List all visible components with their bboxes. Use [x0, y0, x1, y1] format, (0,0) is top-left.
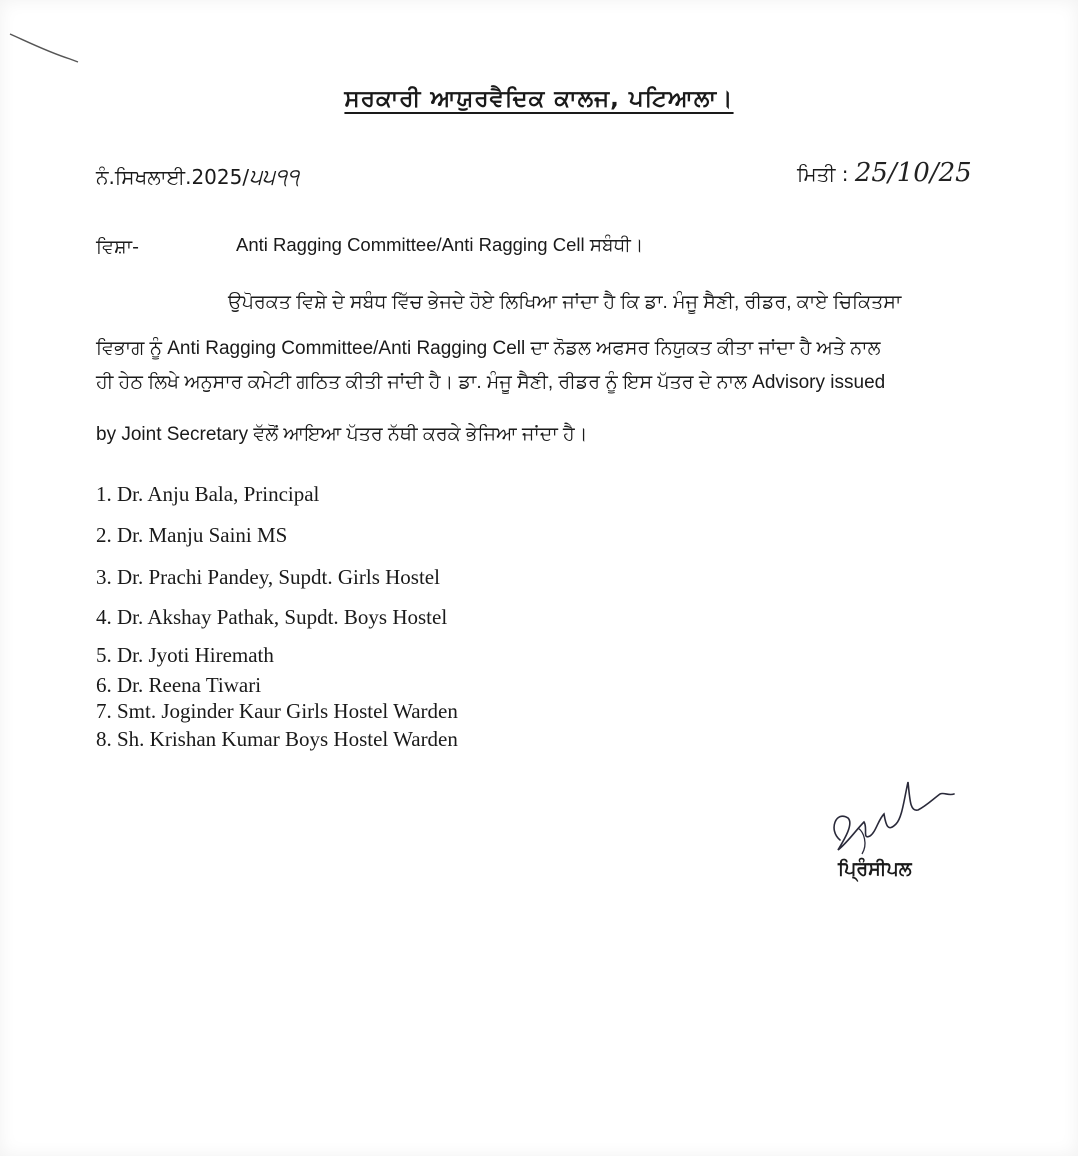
subject-label: ਵਿਸ਼ਾ-	[96, 236, 139, 258]
signatory-title: ਪ੍ਰਿੰਸੀਪਲ	[838, 858, 912, 880]
letter-date	[797, 158, 972, 188]
body-line-4: by Joint Secretary ਵੱਲੋਂ ਆਇਆ ਪੱਤਰ ਨੱਥੀ ਕਰਕੇ ਭੇਜਿਆ ਜਾਂਦਾ ਹੈ।	[96, 424, 588, 445]
college-header	[0, 86, 1078, 112]
committee-member: 4. Dr. Akshay Pathak, Supdt. Boys Hostel	[96, 605, 448, 629]
reference-prefix: ਨੰ.ਸਿਖਲਾਈ.2025/	[96, 165, 250, 189]
committee-member: 7. Smt. Joginder Kaur Girls Hostel Warden	[96, 699, 458, 723]
reference-number	[96, 165, 299, 190]
committee-member: 1. Dr. Anju Bala, Principal	[96, 482, 320, 506]
college-name: ਸਰਕਾਰੀ ਆਯੁਰਵੈਦਿਕ ਕਾਲਜ, ਪਟਿਆਲਾ।	[344, 86, 734, 112]
committee-member: 2. Dr. Manju Saini MS	[96, 523, 288, 547]
body-line-2: ਵਿਭਾਗ ਨੂੰ Anti Ragging Committee/Anti Ragging Cell ਦਾ ਨੋਡਲ ਅਫਸਰ ਨਿਯੁਕਤ ਕੀਤਾ ਜਾਂਦਾ ਹੈ ਅਤੇ ਨਾਲ	[96, 338, 881, 359]
body-line-1: ਉਪੋਰਕਤ ਵਿਸ਼ੇ ਦੇ ਸਬੰਧ ਵਿੱਚ ਭੇਜਦੇ ਹੋਏ ਲਿਖਿਆ ਜਾਂਦਾ ਹੈ ਕਿ ਡਾ. ਮੰਜੂ ਸੈਣੀ, ਰੀਡਰ, ਕਾਏ ਚਿਕਿਤਸਾ	[228, 292, 902, 313]
pen-stroke-mark	[8, 26, 80, 66]
committee-member: 6. Dr. Reena Tiwari	[96, 673, 262, 697]
reference-handwritten-number: ੫੫੧੧	[249, 165, 299, 190]
date-handwritten-value: 25/10/25	[854, 158, 972, 188]
committee-member: 3. Dr. Prachi Pandey, Supdt. Girls Hostel	[96, 565, 440, 589]
subject-text: Anti Ragging Committee/Anti Ragging Cell ਸਬੰਧੀ।	[236, 234, 644, 255]
date-label: ਮਿਤੀ :	[797, 162, 849, 186]
committee-member: 5. Dr. Jyoti Hiremath	[96, 643, 274, 667]
committee-member: 8. Sh. Krishan Kumar Boys Hostel Warden	[96, 727, 458, 751]
principal-signature	[818, 770, 968, 870]
body-line-3: ਹੀ ਹੇਠ ਲਿਖੇ ਅਨੁਸਾਰ ਕਮੇਟੀ ਗਠਿਤ ਕੀਤੀ ਜਾਂਦੀ ਹੈ। ਡਾ. ਮੰਜੂ ਸੈਣੀ, ਰੀਡਰ ਨੂੰ ਇਸ ਪੱਤਰ ਦੇ ਨਾਲ Advisory issued	[96, 372, 886, 393]
